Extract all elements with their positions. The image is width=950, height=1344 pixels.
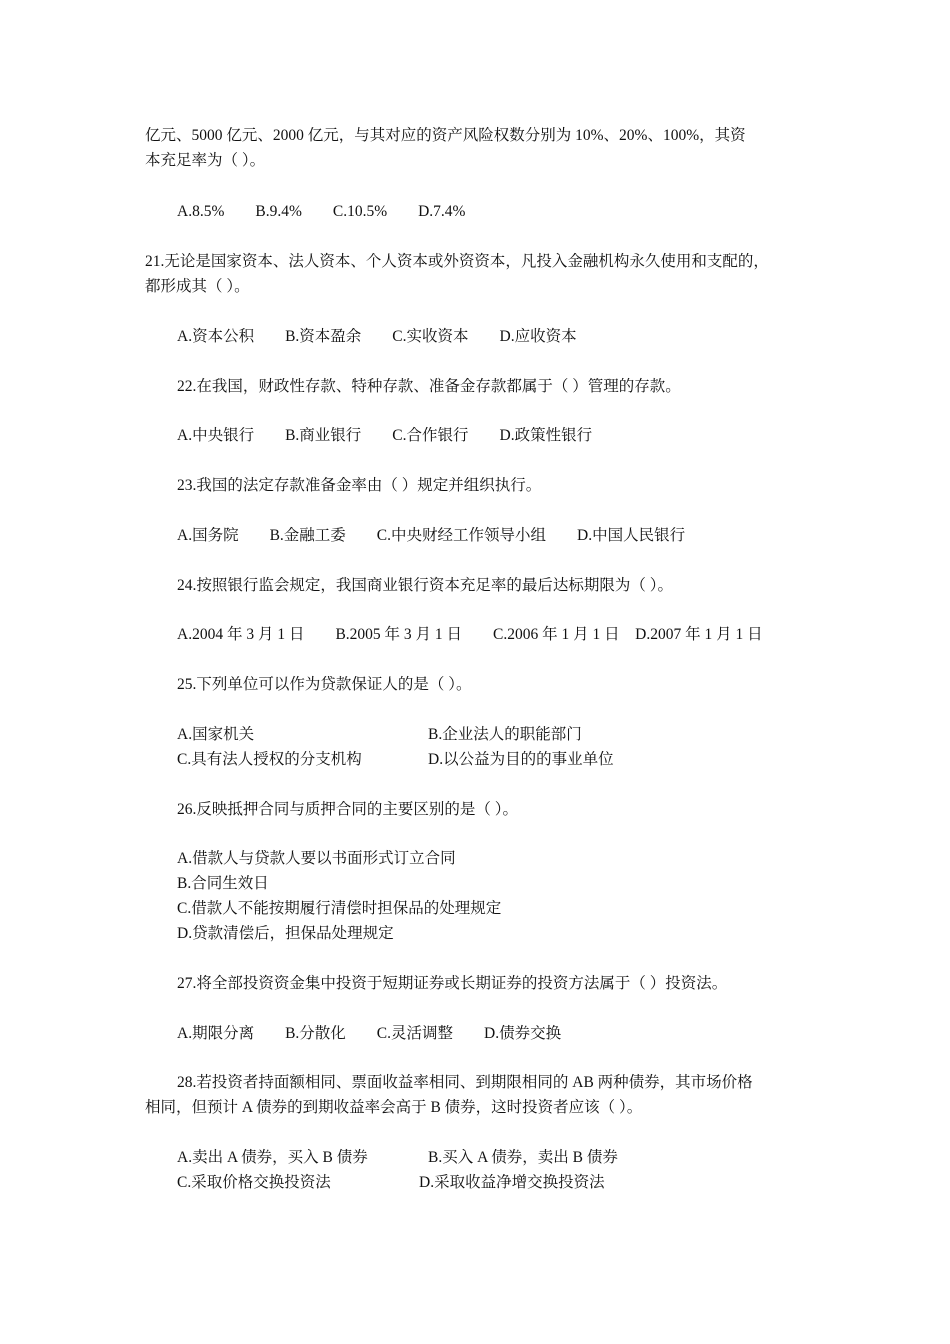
question-21-stem-line-1: 21.无论是国家资本、法人资本、个人资本或外资资本，凡投入金融机构永久使用和支配的，	[145, 253, 769, 270]
question-28-option-b: B.买入 A 债券，卖出 B 债券	[428, 1149, 618, 1166]
question-25-option-d: D.以公益为目的的事业单位	[428, 751, 614, 768]
question-26-option-c: C.借款人不能按期履行清偿时担保品的处理规定	[177, 900, 502, 917]
question-28-option-a: A.卖出 A 债券，买入 B 债券	[177, 1149, 368, 1166]
question-27-options: A.期限分离 B.分散化 C.灵活调整 D.债券交换	[177, 1025, 562, 1042]
question-28-option-c: C.采取价格交换投资法	[177, 1174, 331, 1191]
question-25-option-a: A.国家机关	[177, 726, 255, 743]
question-23-stem: 23.我国的法定存款准备金率由（ ）规定并组织执行。	[177, 477, 542, 494]
question-26-option-a: A.借款人与贷款人要以书面形式订立合同	[177, 850, 456, 867]
question-22-stem: 22.在我国，财政性存款、特种存款、准备金存款都属于（ ）管理的存款。	[177, 378, 681, 395]
question-20-stem-line-1: 亿元、5000 亿元、2000 亿元，与其对应的资产风险权数分别为 10%、20%、100%，其资	[145, 127, 746, 144]
question-25-stem: 25.下列单位可以作为贷款保证人的是（ ）。	[177, 676, 472, 693]
question-26-option-b: B.合同生效日	[177, 875, 269, 892]
question-28-stem-line-2: 相同，但预计 A 债券的到期收益率会高于 B 债券，这时投资者应该（ ）。	[145, 1099, 643, 1116]
question-27-stem: 27.将全部投资资金集中投资于短期证券或长期证券的投资方法属于（ ）投资法。	[177, 975, 728, 992]
question-22-options: A.中央银行 B.商业银行 C.合作银行 D.政策性银行	[177, 427, 593, 444]
question-26-option-d: D.贷款清偿后，担保品处理规定	[177, 925, 394, 942]
question-20-stem-line-2: 本充足率为（ ）。	[145, 152, 266, 169]
question-28-option-d: D.采取收益净增交换投资法	[419, 1174, 605, 1191]
question-24-stem: 24.按照银行监会规定，我国商业银行资本充足率的最后达标期限为（ ）。	[177, 577, 674, 594]
question-25-option-c: C.具有法人授权的分支机构	[177, 751, 362, 768]
question-23-options: A.国务院 B.金融工委 C.中央财经工作领导小组 D.中国人民银行	[177, 527, 686, 544]
question-21-options: A.资本公积 B.资本盈余 C.实收资本 D.应收资本	[177, 328, 577, 345]
question-21-stem-line-2: 都形成其（ ）。	[145, 278, 250, 295]
question-26-stem: 26.反映抵押合同与质押合同的主要区别的是（ ）。	[177, 801, 519, 818]
question-24-options: A.2004 年 3 月 1 日 B.2005 年 3 月 1 日 C.2006 年 1 月 1 日 D.2007 年 1 月 1 日	[177, 626, 763, 643]
question-28-stem-line-1: 28.若投资者持面额相同、票面收益率相同、到期限相同的 AB 两种债券，其市场价格	[177, 1074, 753, 1091]
question-25-option-b: B.企业法人的职能部门	[428, 726, 582, 743]
question-20-options: A.8.5% B.9.4% C.10.5% D.7.4%	[177, 203, 466, 220]
